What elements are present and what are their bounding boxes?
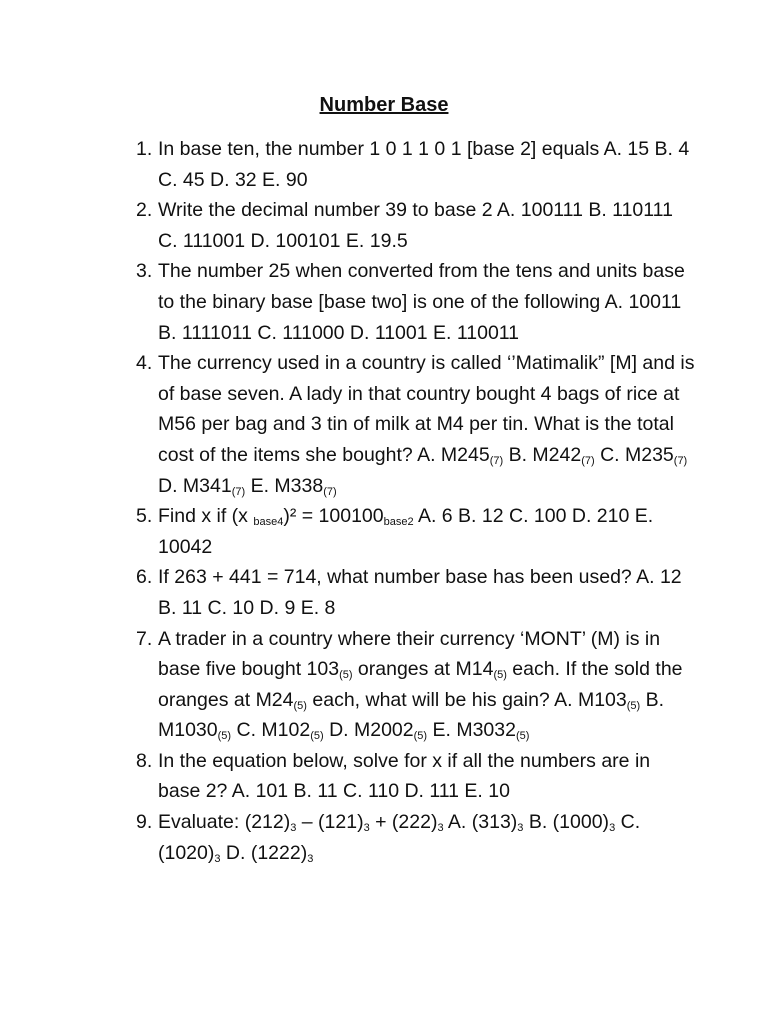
question-text — [158, 505, 653, 558]
question-text — [158, 138, 689, 191]
text-run: + (222) — [369, 811, 438, 834]
text-run: A. (313) — [443, 811, 518, 834]
question-number: 8. — [136, 749, 153, 772]
question-item — [136, 807, 696, 868]
question-item — [136, 195, 696, 256]
text-run: B. M1030 — [158, 688, 665, 742]
base-subscript: (7) — [231, 485, 246, 498]
text-run: each. If the sold the oranges at M24 — [158, 658, 683, 711]
base-subscript: (7) — [489, 454, 504, 467]
base-subscript: base4 — [253, 516, 284, 529]
base-subscript: (5) — [493, 669, 507, 682]
question-list — [136, 134, 696, 868]
question-number: 1. — [136, 138, 153, 160]
question-item — [136, 348, 696, 501]
base-subscript: (5) — [515, 730, 530, 743]
text-run: A. 6 B. 12 C. 100 D. 210 E. 10042 — [158, 505, 654, 558]
text-run: The currency used in a country is called ‘’Matimalik” [M] and is of base seven. A lady in that country bought 4 bags of rice at M56 per bag and 3 tin of milk at M4 per tin. What is the total cost of the items she bought? A. M245 — [158, 352, 695, 466]
text-run: – (121) — [296, 811, 364, 834]
question-number: 9. — [136, 811, 153, 834]
question-number: 4. — [136, 352, 153, 375]
text-run: C. M235 — [594, 443, 674, 466]
question-item — [136, 501, 696, 562]
base-subscript: (5) — [626, 699, 641, 712]
text-run: A trader in a country where their currency ‘MONT’ (M) is in base five bought 103 — [158, 627, 661, 681]
question-number: 3. — [136, 260, 153, 283]
page-title: Number Base — [319, 94, 449, 116]
text-run: If 263 + 441 = 714, what number base has been used? A. 12 B. 11 C. 10 D. 9 E. 8 — [158, 566, 682, 619]
base-subscript: (5) — [339, 669, 353, 682]
text-run: The number 25 when converted from the tens and units base to the binary base [base two] is one of the following A. 10011 B. 1111011 C. 111000 D. 11001 E. 110011 — [158, 260, 685, 344]
text-run: Write the decimal number 39 to base 2 A. 100111 B. 110111 C. 111001 D. 100101 E. 19.5 — [158, 199, 673, 252]
base-subscript: (7) — [323, 485, 337, 498]
text-run: Find x if (x — [158, 505, 254, 528]
base-subscript: (7) — [581, 454, 595, 467]
base-subscript: (5) — [413, 730, 428, 743]
question-number: 7. — [136, 627, 153, 650]
text-run: )² = 100100 — [283, 505, 384, 528]
text-run: In the equation below, solve for x if all the numbers are in base 2? A. 101 B. 11 C. 110 D. 111 E. 10 — [158, 749, 651, 803]
text-run: C. M102 — [231, 719, 311, 742]
question-text — [158, 811, 640, 864]
text-run: D. (1222) — [220, 841, 308, 864]
question-item — [136, 562, 696, 623]
question-item — [136, 134, 696, 195]
question-item — [136, 256, 696, 348]
text-run: B. M242 — [503, 443, 582, 466]
text-run: D. M341 — [158, 474, 232, 497]
base-subscript: 3 — [609, 822, 616, 835]
text-run: each, what will be his gain? A. M103 — [306, 688, 627, 711]
text-run: B. (1000) — [523, 811, 610, 834]
question-text — [158, 352, 694, 496]
base-subscript: 3 — [214, 852, 221, 865]
base-subscript: 3 — [437, 822, 444, 835]
question-number: 5. — [136, 505, 153, 528]
base-subscript: 3 — [290, 822, 297, 835]
text-run: In base ten, the number 1 0 1 1 0 1 [base 2] equals A. 15 B. 4 C. 45 D. 32 E. 90 — [158, 138, 690, 191]
question-text — [158, 260, 685, 343]
text-run: D. M2002 — [323, 719, 414, 742]
base-subscript: (5) — [217, 730, 232, 743]
question-text — [158, 199, 673, 252]
text-run: E. M338 — [245, 474, 324, 497]
base-subscript: (5) — [310, 730, 324, 743]
text-run: Evaluate: (212) — [158, 811, 291, 834]
text-run: C. (1020) — [158, 811, 641, 864]
text-run: E. M3032 — [427, 719, 516, 742]
text-run: oranges at M14 — [352, 658, 494, 681]
base-subscript: base2 — [383, 516, 414, 529]
question-text — [158, 750, 650, 803]
base-subscript: 3 — [307, 852, 314, 865]
question-text — [158, 566, 682, 619]
question-item — [136, 746, 696, 807]
question-number: 2. — [136, 199, 153, 222]
base-subscript: 3 — [363, 822, 370, 835]
base-subscript: (5) — [293, 699, 307, 712]
base-subscript: (7) — [673, 454, 688, 467]
base-subscript: 3 — [517, 822, 524, 835]
question-item — [136, 624, 696, 746]
question-number: 6. — [136, 566, 153, 589]
question-text — [158, 628, 683, 742]
